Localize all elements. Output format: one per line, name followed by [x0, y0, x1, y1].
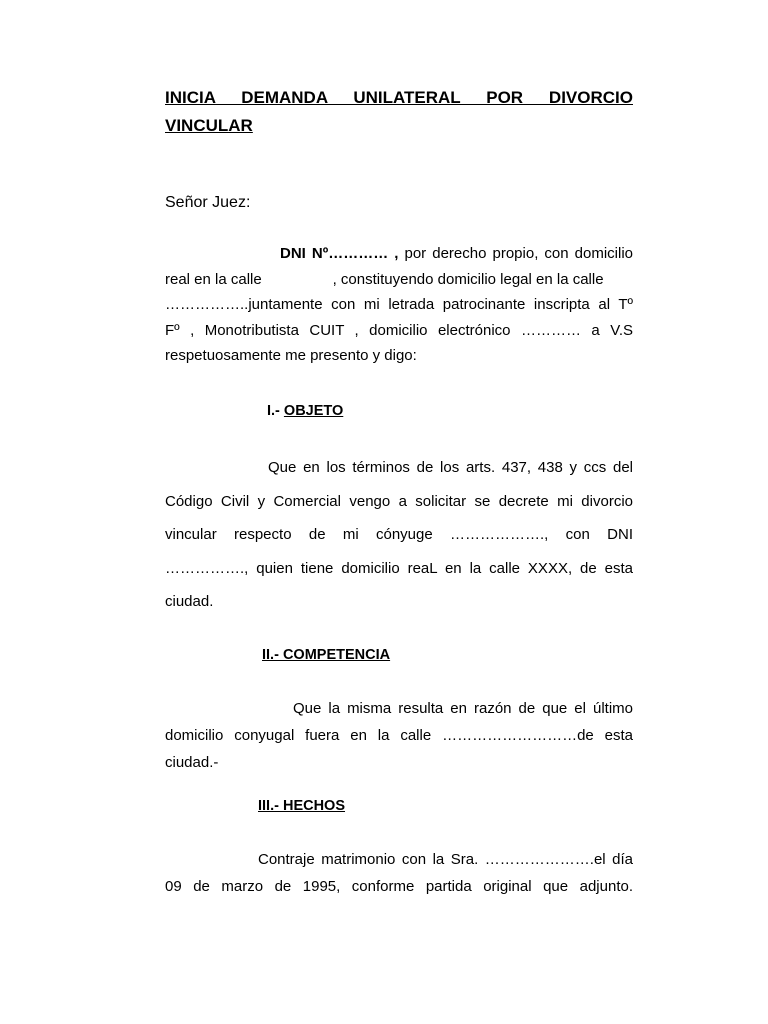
intro-line-5: respetuosamente me presento y digo: — [165, 347, 417, 364]
competencia-line-2: domicilio conyugal fuera en la calle ………………………de esta — [165, 727, 633, 744]
document-title — [165, 84, 633, 140]
intro-paragraph — [165, 241, 633, 369]
hechos-line-1: Contraje matrimonio con la Sra. ………………….el día — [258, 851, 633, 868]
intro-line-1-rest: por derecho propio, con domicilio — [398, 245, 634, 262]
intro-line-3: ……………..juntamente con mi letrada patrocinante inscripta al Tº — [165, 296, 633, 313]
section-heading-hechos: III.- HECHOS — [258, 798, 346, 814]
title-line-1: INICIA DEMANDA UNILATERAL POR DIVORCIO — [165, 88, 633, 107]
salutation: Señor Juez: — [165, 194, 251, 211]
intro-line-1 — [165, 241, 633, 267]
title-line-2: VINCULAR — [165, 116, 253, 135]
competencia-paragraph — [165, 695, 633, 776]
section-heading-competencia: II.- COMPETENCIA — [262, 647, 391, 663]
section-label-objeto: OBJETO — [283, 403, 344, 419]
intro-line-2: real en la calle , constituyendo domicilio legal en la calle — [165, 270, 604, 288]
objeto-line-5: ciudad. — [165, 593, 214, 610]
objeto-paragraph — [165, 451, 633, 619]
competencia-line-3: ciudad.- — [165, 754, 219, 771]
objeto-line-2: Código Civil y Comercial vengo a solicitar se decrete mi divorcio — [165, 492, 633, 510]
section-heading-objeto — [267, 403, 343, 419]
intro-line-4: Fº , Monotributista CUIT , domicilio electrónico ………… a V.S — [165, 321, 633, 339]
hechos-paragraph — [165, 846, 633, 900]
dni-label: DNI Nº………… , — [280, 245, 399, 262]
objeto-line-1: Que en los términos de los arts. 437, 438 y ccs del — [268, 459, 633, 476]
objeto-line-4: ……………., quien tiene domicilio reaL en la calle XXXX, de esta — [165, 559, 633, 577]
section-number-objeto: I.- — [267, 403, 284, 419]
hechos-line-2: 09 de marzo de 1995, conforme partida original que adjunto. — [165, 878, 633, 895]
competencia-line-1: Que la misma resulta en razón de que el último — [293, 700, 633, 717]
objeto-line-3: vincular respecto de mi cónyuge ………………., con DNI — [165, 526, 633, 543]
